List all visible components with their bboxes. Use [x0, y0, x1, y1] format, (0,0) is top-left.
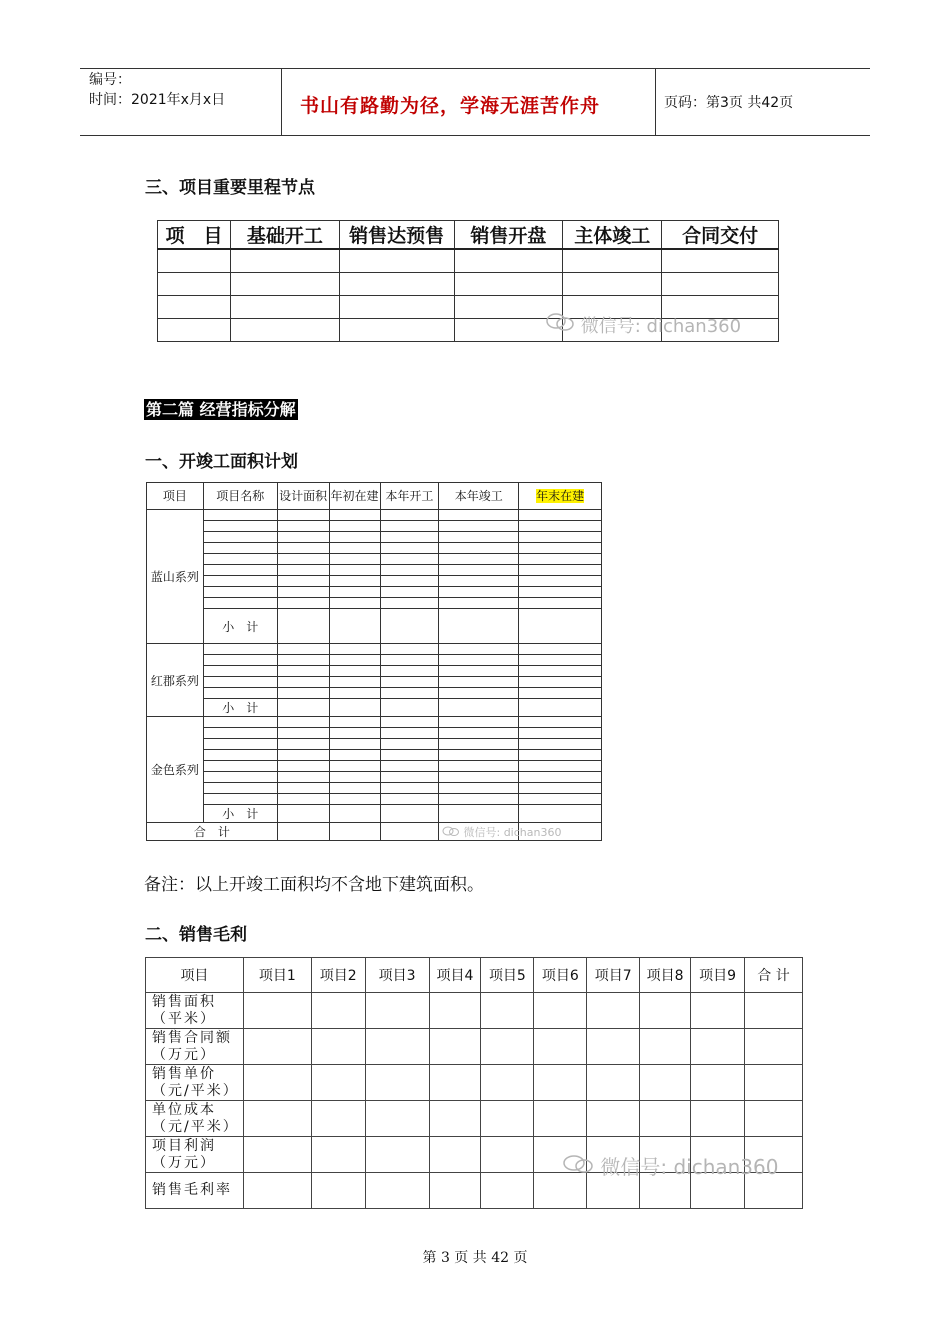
table-row: [146, 993, 803, 1029]
table-row: [147, 666, 602, 677]
row-label: 项目利润（万元）: [146, 1137, 244, 1173]
row-label: 销售面积（平米）: [146, 993, 244, 1029]
area-plan-note: 备注：以上开竣工面积均不含地下建筑面积。: [144, 875, 484, 895]
table-row: [147, 587, 602, 598]
table-row: [147, 761, 602, 772]
column-header: 合 计: [745, 958, 803, 993]
group-label: 红郡系列: [147, 644, 204, 717]
subtotal-row: [147, 805, 602, 823]
highlighted-label: 年末在建: [536, 488, 585, 503]
table-row: [147, 510, 602, 521]
header-motto: 书山有路勤为径，学海无涯苦作舟: [300, 95, 601, 117]
group-label: 金色系列: [147, 717, 204, 823]
table-header-row: [147, 483, 602, 510]
watermark-text: 微信号: dichan360: [463, 826, 562, 839]
header-page-number: 页码：第3页 共42页: [664, 95, 794, 111]
subtotal-label: 小 计: [203, 609, 277, 644]
table-row: [147, 783, 602, 794]
table-row: [147, 750, 602, 761]
watermark-text: 微信号: dichan360: [580, 316, 742, 337]
table-row: [147, 794, 602, 805]
table-row: [147, 772, 602, 783]
table-row: [146, 1029, 803, 1065]
row-label: 单位成本（元/平米）: [146, 1101, 244, 1137]
column-header: 项目8: [640, 958, 691, 993]
wechat-icon: [442, 826, 464, 839]
part-title-text: 第二篇 经营指标分解: [146, 400, 296, 419]
table-row: [147, 739, 602, 750]
header-bottom-rule: [80, 135, 870, 136]
header-divider: [281, 69, 282, 136]
header-number: 编号：: [89, 72, 131, 88]
total-label: 合 计: [147, 823, 278, 841]
column-header: 项目4: [429, 958, 481, 993]
table-row: [146, 1065, 803, 1101]
header-divider: [655, 69, 656, 136]
wechat-icon: [562, 1154, 594, 1179]
subtotal-label: 小 计: [203, 699, 277, 717]
group-label: 蓝山系列: [147, 510, 204, 644]
watermark-text: 微信号: dichan360: [600, 1155, 779, 1179]
column-header: 项目: [146, 958, 244, 993]
column-header: 项目3: [365, 958, 429, 993]
row-label: 销售合同额（万元）: [146, 1029, 244, 1065]
column-header: 项目2: [311, 958, 365, 993]
column-header: 设计面积: [277, 483, 329, 510]
table-row: [147, 677, 602, 688]
column-header: 项 目: [158, 221, 231, 250]
column-header: 项目7: [587, 958, 640, 993]
gross-profit-section-title: 二、销售毛利: [145, 925, 247, 945]
column-header: 基础开工: [230, 221, 339, 250]
table-row: [147, 554, 602, 565]
column-header: 项目: [147, 483, 204, 510]
column-header: 本年开工: [380, 483, 439, 510]
column-header: 项目5: [481, 958, 534, 993]
column-header-highlighted: [519, 483, 602, 510]
subtotal-label: 小 计: [203, 805, 277, 823]
area-plan-table: [146, 482, 602, 841]
column-header: 项目6: [534, 958, 587, 993]
table-row: [147, 655, 602, 666]
table-row: [147, 598, 602, 609]
header-date: 时间：2021年x月x日: [89, 92, 226, 108]
table-row: [158, 249, 779, 273]
column-header: 项目1: [243, 958, 311, 993]
watermark: [545, 312, 741, 338]
row-label: 销售单价（元/平米）: [146, 1065, 244, 1101]
subtotal-row: [147, 609, 602, 644]
table-header-row: [158, 221, 779, 250]
column-header: 项目名称: [203, 483, 277, 510]
table-row: [147, 521, 602, 532]
area-plan-section-title: 一、开竣工面积计划: [145, 452, 298, 472]
table-row: [147, 728, 602, 739]
table-row: [147, 576, 602, 587]
column-header: 销售开盘: [454, 221, 563, 250]
table-row: [147, 644, 602, 655]
row-label: 销售毛利率: [146, 1173, 244, 1209]
column-header: 年初在建: [329, 483, 380, 510]
table-row: [147, 543, 602, 554]
subtotal-row: [147, 699, 602, 717]
part-title: [144, 397, 298, 420]
column-header: 合同交付: [662, 221, 779, 250]
milestone-section-title: 三、项目重要里程节点: [145, 178, 315, 198]
table-row: [146, 1101, 803, 1137]
table-row: [147, 565, 602, 576]
page-footer: 第 3 页 共 42 页: [422, 1250, 528, 1266]
table-header-row: [146, 958, 803, 993]
column-header: 主体竣工: [563, 221, 662, 250]
watermark: [562, 1151, 778, 1180]
watermark: [442, 824, 561, 840]
column-header: 本年竣工: [439, 483, 519, 510]
column-header: 项目9: [691, 958, 745, 993]
table-row: [147, 532, 602, 543]
column-header: 销售达预售: [339, 221, 454, 250]
table-row: [147, 717, 602, 728]
header-top-rule: [80, 68, 870, 69]
table-row: [147, 688, 602, 699]
table-row: [158, 273, 779, 296]
wechat-icon: [545, 312, 575, 337]
